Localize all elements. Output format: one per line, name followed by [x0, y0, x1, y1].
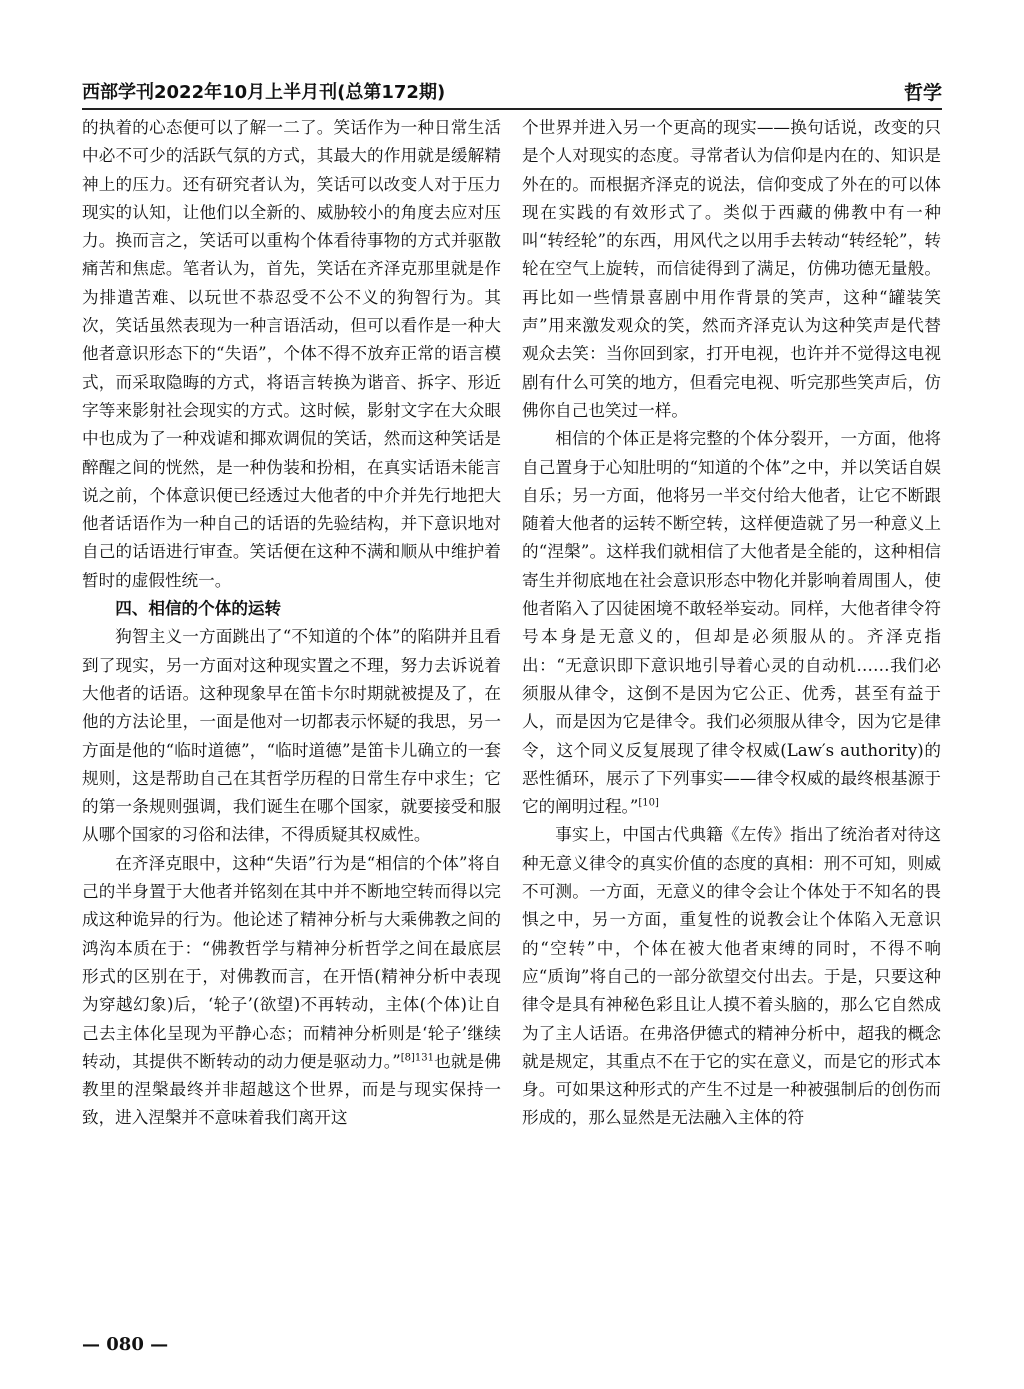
- citation-ref: [10]: [638, 797, 659, 809]
- paragraph: 事实上，中国古代典籍《左传》指出了统治者对待这种无意义律令的真实价值的态度的真相：刑不可知，则威不可测。一方面，无意义的律令会让个体处于不知名的畏惧之中，另一方面，重复性的说教会让个体陷入无意识的“空转”中，个体在被大他者束缚的同时，不得不响应“质询”将自己的一部分欲望交付出去。于是，只要这种律令是具有神秘色彩且让人摸不着头脑的，那么它自然成为了主人话语。在弗洛伊德式的精神分析中，超我的概念就是规定，其重点不在于它的实在意义，而是它的形式本身。可如果这种形式的产生不过是一种被强制后的创伤而形成的，那么显然是无法融入主体的符: [522, 825, 941, 1128]
- paragraph-text: 相信的个体正是将完整的个体分裂开，一方面，他将自己置身于心知肚明的“知道的个体”之中，并以笑话自娱自乐；另一方面，他将另一半交付给大他者，让它不断跟随着大他者的运转不断空转，这样便造就了另一种意义上的“涅槃”。这样我们就相信了大他者是全能的，这种相信寄生并彻底地在社会意识形态中物化并影响着周围人，使他者陷入了囚徒困境不敢轻举妄动。同样，大他者律令符号本身是无意义的，但却是必须服从的。齐泽克指出：“无意识即下意识地引导着心灵的自动机……我们必须服从律令，这倒不是因为它公正、优秀，甚至有益于人，而是因为它是律令。我们必须服从律令，因为它是律令，这个同义反复展现了律令权威(Law′s authority)的恶性循环，展示了下列事实——律令权威的最终根基源于它的阐明过程。”: [522, 429, 941, 817]
- paragraph: 狗智主义一方面跳出了“不知道的个体”的陷阱并且看到了现实，另一方面对这种现实置之不理，努力去诉说着大他者的话语。这种现象早在笛卡尔时期就被提及了，在他的方法论里，一面是他对一切都表示怀疑的我思，另一方面是他的“临时道德”，“临时道德”是笛卡儿确立的一套规则，这是帮助自己在其哲学历程的日常生存中求生；它的第一条规则强调，我们诞生在哪个国家，就要接受和服从哪个国家的习俗和法律，不得质疑其权威性。: [82, 627, 501, 845]
- right-column: [522, 114, 941, 1133]
- section-title: 哲学: [903, 82, 942, 104]
- page-number: — 080 —: [82, 1334, 169, 1355]
- page-header: [82, 74, 942, 110]
- paragraph-text: 也就是佛教里的涅槃最终并非超越这个世界，而是与现实保持一致，进入涅槃并不意味着我们离开这: [82, 1051, 502, 1128]
- paragraph: [82, 850, 501, 1133]
- citation-ref: [8]131: [400, 1052, 434, 1064]
- paragraph: [522, 425, 941, 821]
- left-column: [82, 114, 501, 1133]
- section-heading: 四、相信的个体的运转: [115, 599, 282, 619]
- paragraph: 个世界并进入另一个更高的现实——换句话说，改变的只是个人对现实的态度。寻常者认为信仰是内在的、知识是外在的。而根据齐泽克的说法，信仰变成了外在的可以体现在实践的有效形式了。类似于西藏的佛教中有一种叫“转经轮”的东西，用风代之以用手去转动“转经轮”，转轮在空气上旋转，而信徒得到了满足，仿佛功德无量般。再比如一些情景喜剧中用作背景的笑声，这种“罐装笑声”用来激发观众的笑，然而齐泽克认为这种笑声是代替观众去笑：当你回到家，打开电视，也许并不觉得这电视剧有什么可笑的地方，但看完电视、听完那些笑声后，仿佛你自己也笑过一样。: [522, 118, 941, 420]
- paragraph: 的执着的心态便可以了解一二了。笑话作为一种日常生活中必不可少的活跃气氛的方式，其最大的作用就是缓解精神上的压力。还有研究者认为，笑话可以改变人对于压力现实的认知，让他们以全新的、威胁较小的角度去应对压力。换而言之，笑话可以重构个体看待事物的方式并驱散痛苦和焦虑。笔者认为，首先，笑话在齐泽克那里就是作为排遣苦难、以玩世不恭忍受不公不义的狗智行为。其次，笑话虽然表现为一种言语活动，但可以看作是一种大他者意识形态下的“失语”，个体不得不放弃正常的语言模式，而采取隐晦的方式，将语言转换为谐音、拆字、形近字等来影射社会现实的方式。这时候，影射文字在大众眼中也成为了一种戏谑和揶欢调侃的笑话，然而这种笑话是醉醒之间的恍然，是一种伪装和扮相，在真实话语未能言说之前，个体意识便已经透过大他者的中介并先行地把大他者话语作为一种自己的话语的先验结构，并下意识地对自己的话语进行审查。笑话便在这种不满和顺从中维护着暂时的虚假性统一。: [82, 118, 501, 590]
- paragraph-text: 在齐泽克眼中，这种“失语”行为是“相信的个体”将自己的半身置于大他者并铭刻在其中并不断地空转而得以完成这种诡异的行为。他论述了精神分析与大乘佛教之间的鸿沟本质在于：“佛教哲学与精神分析哲学之间在最底层形式的区别在于，对佛教而言，在开悟(精神分析中表现为穿越幻象)后，‘轮子’(欲望)不再转动，主体(个体)让自己去主体化呈现为平静心态；而精神分析则是‘轮子’继续转动，其提供不断转动的动力便是驱动力。”: [82, 853, 501, 1071]
- journal-masthead: 西部学刊2022年10月上半月刊(总第172期): [82, 82, 446, 103]
